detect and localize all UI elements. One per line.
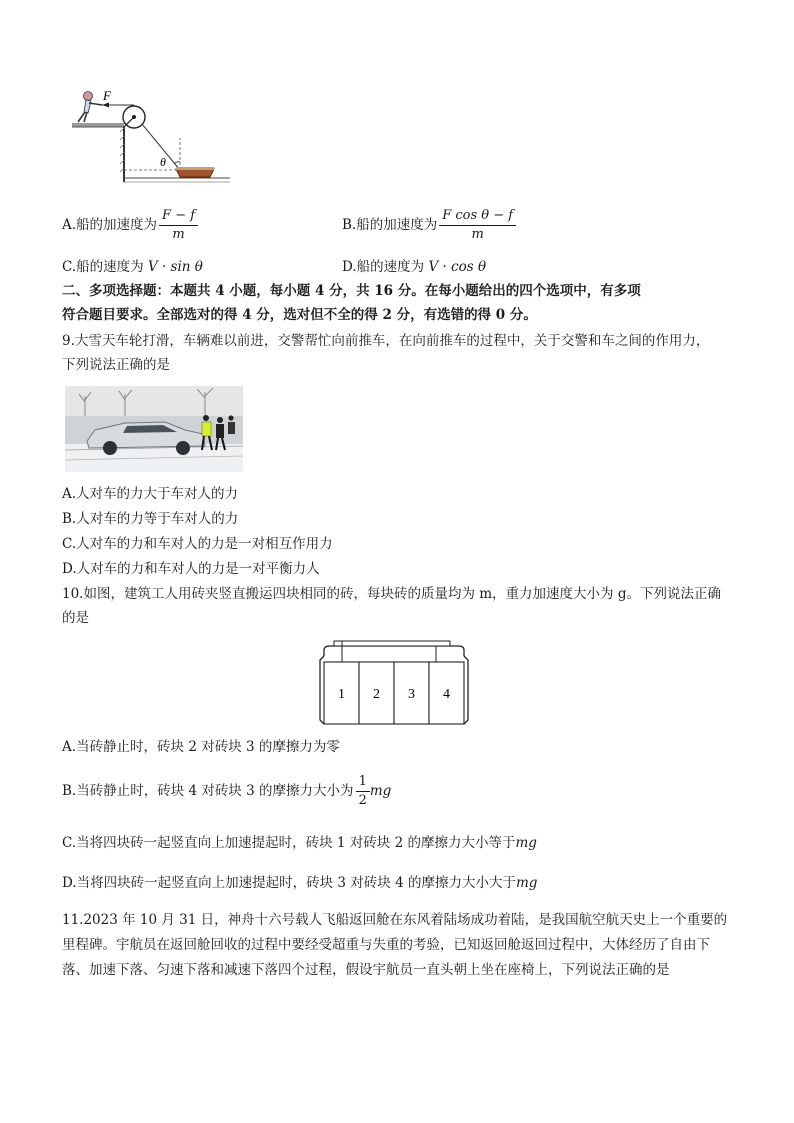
q10-stem-line1: 10.如图，建筑工人用砖夹竖直搬运四块相同的砖，每块砖的质量均为 m，重力加速度大小为 g。下列说法正确 [62,586,721,602]
platform [72,123,124,127]
q11-line2: 里程碑。宇航员在返回舱回收的过程中要经受超重与失重的考验，已知返回舱返回过程中，大体经历了自由下 [62,937,710,953]
q8-option-b-denominator: m [471,227,484,242]
section2-heading-line1: 二、多项选择题：本题共 4 小题，每小题 4 分，共 16 分。在每小题给出的四个选项中，有多项 [62,283,641,299]
q11-line3: 落、加速下落、匀速下落和减速下落四个过程，假设宇航员一直头朝上坐在座椅上，下列说法正确的是 [62,962,670,978]
q10-option-a: A.当砖静止时，砖块 2 对砖块 3 的摩擦力为零 [62,739,340,755]
q9-option-b: B.人对车的力等于车对人的力 [62,511,239,527]
q10-option-b-denominator: 2 [358,793,367,808]
brick-label-3: 3 [408,687,415,702]
pulley-boat-figure [62,86,234,188]
brick-label-2: 2 [373,687,380,702]
q8-option-c: C.船的速度为 V · sin θ [62,259,203,275]
clamp-frame [324,646,464,656]
q10-option-b: B.当砖静止时，砖块 4 对砖块 3 的摩擦力大小为 $\frac{1}{2}$ mg [62,774,392,808]
q9-option-a: A.人对车的力大于车对人的力 [62,486,239,502]
q8-option-b: B.船的加速度为 $\frac{\text{F cos θ − f}}{m}$ [342,208,516,243]
clamp-handle [334,641,450,646]
q8-option-a: A.船的加速度为 $\frac{F - f}{m}$ [62,208,198,243]
angle-label: θ [160,155,166,169]
brick-label-1: 1 [338,687,345,702]
q10-stem-line2: 的是 [62,610,89,626]
q8-option-a-numerator: F − f [159,208,198,226]
q9-option-c: C.人对车的力和车对人的力是一对相互作用力 [62,536,333,552]
q9-option-d: D.人对车的力和车对人的力是一对平衡力人 [62,561,320,577]
force-arrow-icon [102,103,109,108]
q11-line1: 11.2023 年 10 月 31 日，神舟十六号载人飞船返回舱在东风着陆场成功着陆，是我国航空航天史上一个重要的 [62,912,728,928]
section2-heading-line2: 符合题目要求。全部选对的得 4 分，选对但不全的得 2 分，有选错的得 0 分。 [62,307,537,323]
q10-option-b-numerator: 1 [356,774,370,792]
q8-option-b-numerator: F cos θ − f [439,208,516,226]
brick-clamp-figure [318,636,470,732]
police-pushing-car-photo [65,386,243,472]
q8-option-d: D.船的速度为 V · cos θ [342,259,487,275]
brick-label-4: 4 [443,687,450,702]
force-label: F [103,88,111,103]
q8-option-a-denominator: m [172,227,185,242]
q9-stem-line2: 下列说法正确的是 [62,357,170,373]
bricks [324,662,464,724]
q9-stem-line1: 9.大雪天车轮打滑，车辆难以前进，交警帮忙向前推车，在向前推车的过程中，关于交警和车之间的作用力， [62,333,710,349]
q10-option-c: C.当将四块砖一起竖直向上加速提起时，砖块 1 对砖块 2 的摩擦力大小等于mg [62,835,537,851]
boat [176,169,214,177]
q10-option-d: D.当将四块砖一起竖直向上加速提起时，砖块 3 对砖块 4 的摩擦力大小大于mg [62,875,538,891]
man-figure [78,92,102,123]
